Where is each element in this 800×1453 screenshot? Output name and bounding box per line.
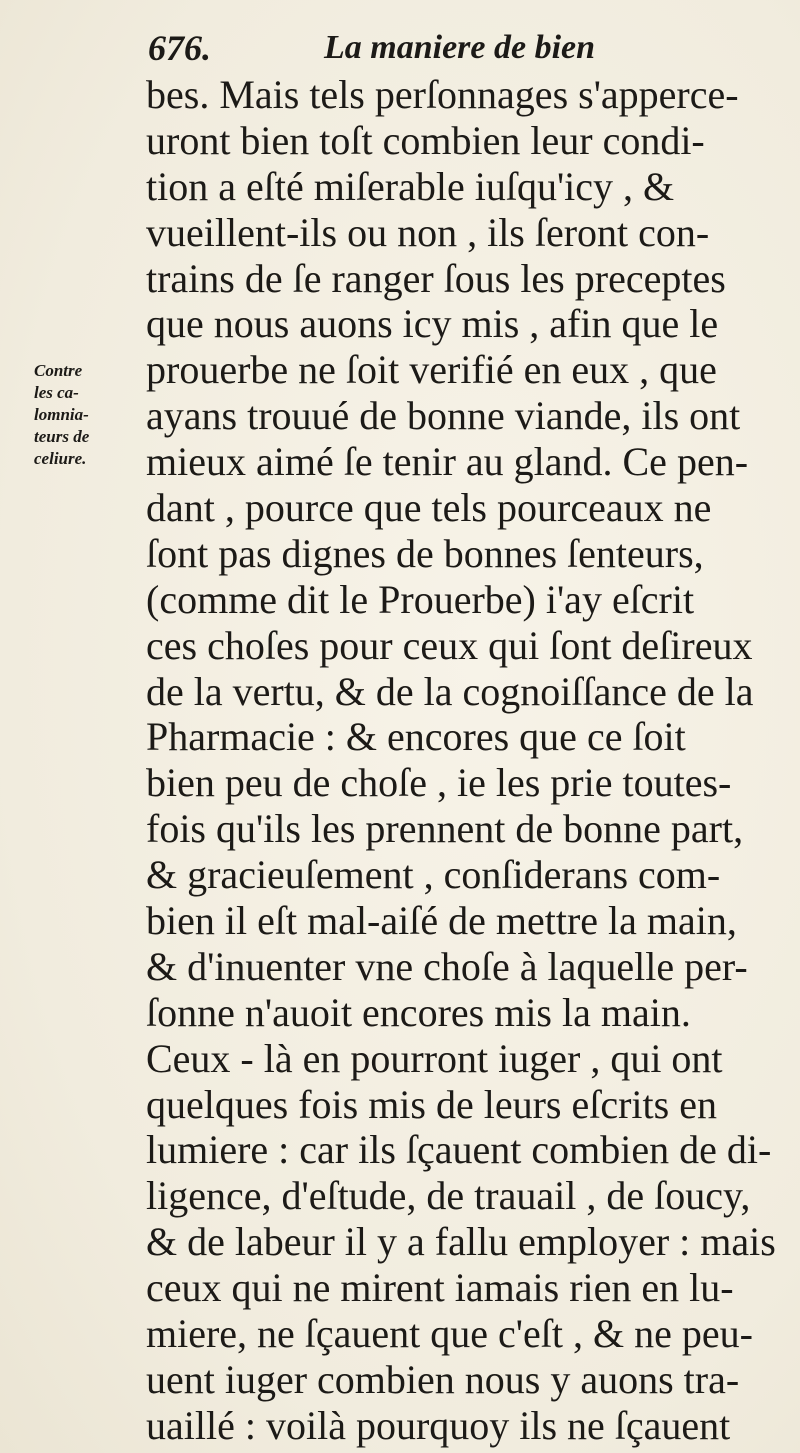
text-line: bien il eſt mal-aiſé de mettre la main, (146, 898, 737, 944)
text-line: (comme dit le Prouerbe) i'ay eſcrit (146, 576, 695, 622)
page-number: 676. (148, 28, 211, 68)
text-line: vueillent-ils ou non , ils ſeront con- (146, 209, 710, 255)
running-head (148, 20, 768, 76)
margin-note (34, 360, 144, 470)
running-title: La maniere de bien (324, 29, 596, 66)
text-line: mieux aimé ſe tenir au gland. Ce pen- (146, 439, 749, 485)
text-line: ces choſes pour ceux qui ſont deſireux (146, 622, 753, 668)
text-line: Ceux - là en pourront iuger , qui ont (146, 1035, 723, 1081)
text-line: ſont pas dignes de bonnes ſenteurs, (146, 530, 704, 576)
text-line: dant , pource que tels pourceaux ne (146, 485, 712, 531)
text-line: trains de ſe ranger ſous les preceptes (146, 255, 726, 301)
text-line: prouerbe ne ſoit verifié en eux , que (146, 347, 717, 393)
text-line: tion a eſté miſerable iuſqu'icy , & (146, 163, 675, 209)
margin-note-line: teurs de (34, 427, 90, 446)
text-line: bien peu de choſe , ie les prie toutes- (146, 760, 732, 806)
text-line: miere, ne ſçauent que c'eſt , & ne peu- (146, 1311, 753, 1357)
text-line: uent iuger combien nous y auons tra- (146, 1356, 740, 1402)
text-line: quelques fois mis de leurs eſcrits en (146, 1081, 717, 1127)
text-line: lumiere : car ils ſçauent combien de di- (146, 1127, 772, 1173)
text-line: ſonne n'auoit encores mis la main. (146, 989, 691, 1035)
text-line: que nous auons icy mis , afin que le (146, 301, 719, 347)
margin-note-line: celiure. (34, 449, 87, 468)
margin-note-line: les ca- (34, 383, 79, 402)
text-line: ligence, d'eſtude, de trauail , de ſoucy, (146, 1173, 751, 1219)
text-line: de la vertu, & de la cognoiſſance de la (146, 668, 754, 714)
text-line: Pharmacie : & encores que ce ſoit (146, 714, 686, 760)
text-line: uaillé : voilà pourquoy ils ne ſçauent (146, 1402, 731, 1448)
margin-note-line: Contre (34, 361, 83, 380)
text-line: & de labeur il y a fallu employer : mais (146, 1219, 776, 1265)
text-line: & d'inuenter vne choſe à laquelle per- (146, 943, 748, 989)
body-text (146, 72, 786, 1449)
text-line: ceux qui ne mirent iamais rien en lu- (146, 1265, 734, 1311)
text-line: & gracieuſement , conſiderans com- (146, 852, 721, 898)
text-line: bes. Mais tels perſonnages s'apperce- (146, 72, 739, 117)
text-line: ayans trouué de bonne viande, ils ont (146, 393, 741, 439)
margin-note-line: lomnia- (34, 405, 89, 424)
text-line: fois qu'ils les prennent de bonne part, (146, 806, 744, 852)
text-line: uront bien toſt combien leur condi- (146, 117, 705, 163)
